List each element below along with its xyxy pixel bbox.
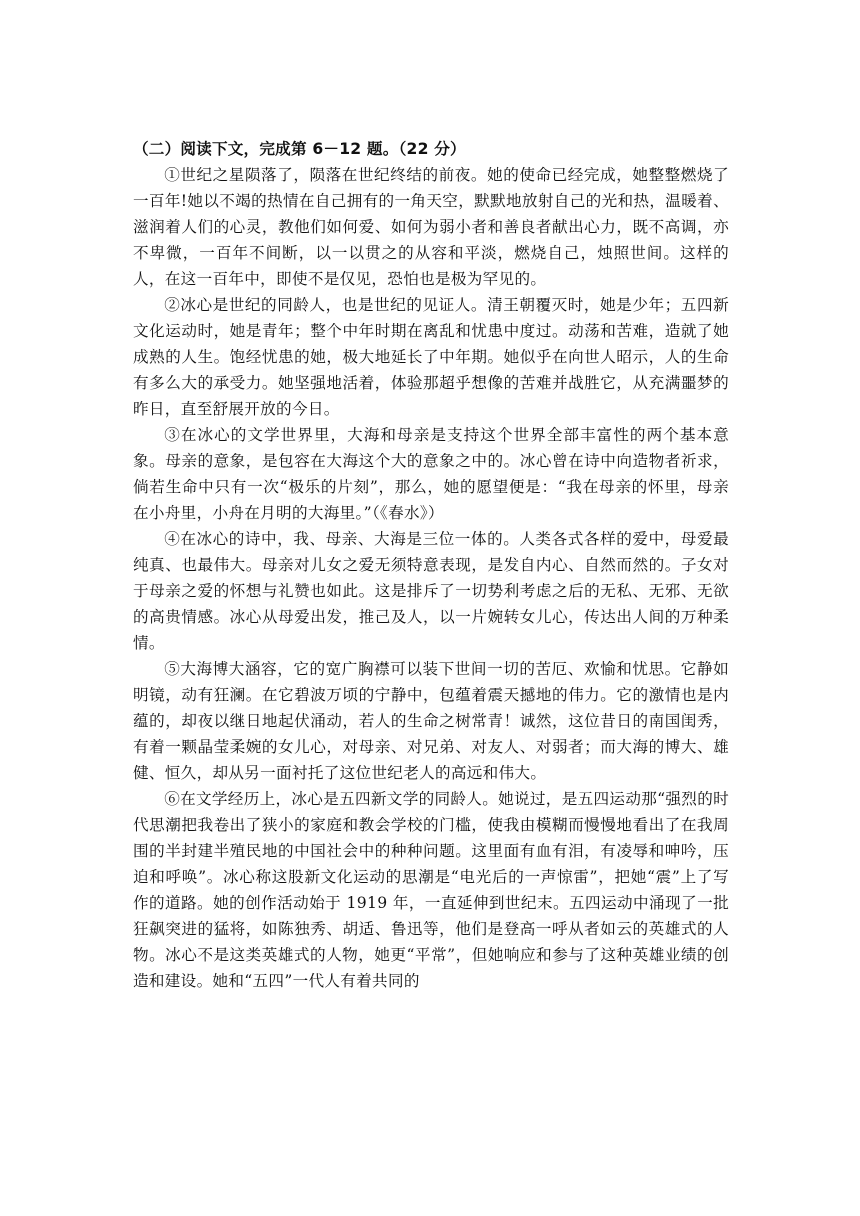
paragraph-3: ③在冰心的文学世界里，大海和母亲是支持这个世界全部丰富性的两个基本意象。母亲的意象，是包容在大海这个大的意象之中的。冰心曾在诗中向造物者祈求，倘若生命中只有一次“极乐的片刻”，那么，她的愿望便是：“我在母亲的怀里，母亲在小舟里，小舟在月明的大海里。”（《春水》） [133,426,729,522]
paragraph-1: ①世纪之星陨落了，陨落在世纪终结的前夜。她的使命已经完成，她整整燃烧了一百年!她以不竭的热情在自己拥有的一角天空，默默地放射自己的光和热，温暖着、滋润着人们的心灵，教他们如何爱、如何为弱小者和善良者献出心力，既不高调，亦不卑微，一百年不间断，以一以贯之的从容和平淡，燃烧自己，烛照世间。这样的人，在这一百年中，即使不是仅见，恐怕也是极为罕见的。 [133,166,729,288]
reading-passage [133,136,729,994]
paragraph-5: ⑤大海博大涵容，它的宽广胸襟可以装下世间一切的苦厄、欢愉和忧思。它静如明镜，动有狂澜。在它碧波万顷的宁静中，包蕴着震天撼地的伟力。它的激情也是内蕴的，却夜以继日地起伏涌动，若人的生命之树常青！诚然，这位昔日的南国闺秀，有着一颗晶莹柔婉的女儿心，对母亲、对兄弟、对友人、对弱者；而大海的博大、雄健、恒久，却从另一面衬托了这位世纪老人的高远和伟大。 [133,660,729,782]
section-heading: （二）阅读下文，完成第 6－12 题。（22 分） [133,140,466,158]
paragraph-2: ②冰心是世纪的同龄人，也是世纪的见证人。清王朝覆灭时，她是少年；五四新文化运动时，她是青年；整个中年时期在离乱和忧患中度过。动荡和苦难，造就了她成熟的人生。饱经忧患的她，极大地延长了中年期。她似乎在向世人昭示，人的生命有多么大的承受力。她坚强地活着，体验那超乎想像的苦难并战胜它，从充满噩梦的昨日，直至舒展开放的今日。 [133,296,729,418]
paragraph-6: ⑥在文学经历上，冰心是五四新文学的同龄人。她说过，是五四运动那“强烈的时代思潮把我卷出了狭小的家庭和教会学校的门槛，使我由模糊而慢慢地看出了在我周围的半封建半殖民地的中国社会中的种种问题。这里面有血有泪，有凌辱和呻吟，压迫和呼唤”。冰心称这股新文化运动的思潮是“电光后的一声惊雷”，把她“震”上了写作的道路。她的创作活动始于 1919 年，一直延伸到世纪末。五四运动中涌现了一批狂飙突进的猛将，如陈独秀、胡适、鲁迅等，他们是登高一呼从者如云的英雄式的人物。冰心不是这类英雄式的人物，她更“平常”，但她响应和参与了这种英雄业绩的创造和建设。她和“五四”一代人有着共同的 [133,790,729,990]
paragraph-4: ④在冰心的诗中，我、母亲、大海是三位一体的。人类各式各样的爱中，母爱最纯真、也最伟大。母亲对儿女之爱无须特意表现，是发自内心、自然而然的。子女对于母亲之爱的怀想与礼赞也如此。这是排斥了一切势利考虑之后的无私、无邪、无欲的高贵情感。冰心从母爱出发，推己及人，以一片婉转女儿心，传达出人间的万种柔情。 [133,530,729,652]
